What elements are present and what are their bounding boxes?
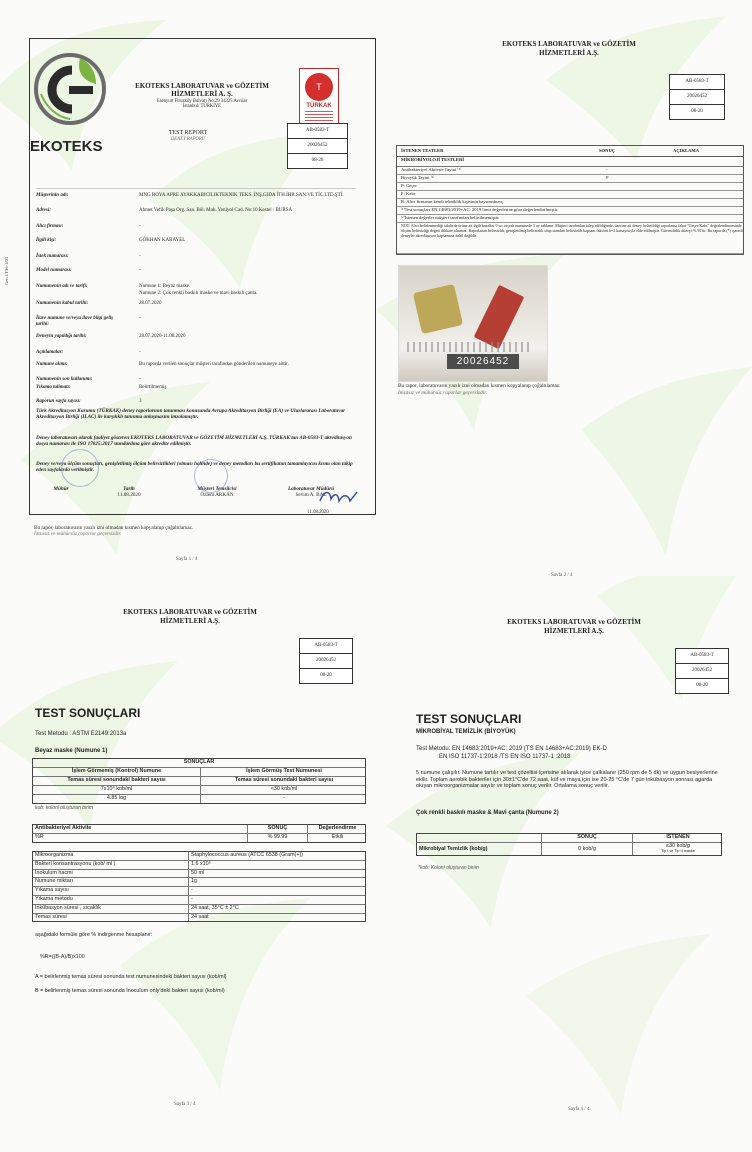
table-row: Antibakteriyel Aktivite Tayini ⁽¹⁾ - bbox=[397, 167, 743, 175]
table-row: R: Alıcı firmanın kendi tekniklik kişisinin bayrımsinerç. bbox=[397, 199, 743, 207]
formula-definition-a: A = belirlenmiş temas süresi sonunda test numunesindeki bakteri sayısı (kob/ml) bbox=[35, 974, 227, 980]
code-accreditation: AB-0583-T bbox=[288, 124, 347, 139]
report-title: TEST REPORT bbox=[168, 130, 208, 136]
code-report-no: 20026452 bbox=[676, 664, 728, 679]
table-row: Mikrobiyal Temizlik (kob/g) 0 kob/g ≤30 kob/g Tip I ve Tip II maske bbox=[417, 843, 721, 855]
code-date: 08-20 bbox=[320, 673, 332, 678]
table-section: MİKROBİYOLOJİ TESTLERİ bbox=[397, 157, 743, 167]
test-results-title: TEST SONUÇLARI bbox=[35, 706, 141, 720]
photo-label: 20026452 bbox=[447, 354, 519, 369]
code-accreditation: AB-0583-T bbox=[670, 75, 724, 90]
formula-title: aşağıdaki formüle göre % indirgenme hesaplanır: bbox=[35, 932, 153, 938]
accreditation-paragraph-3: Deney ve/veya ölçüm sonuçları, genişletilmiş ölçüm belirsizlikleri (olması halinde) ve deney metodları bu sertifikanın tamamlayıcısı kısmı olan takip eden sayfalarda verilmiştir. bbox=[36, 461, 353, 474]
test-method-line-2: EN ISO 11737-1:2018 /TS EN ISO 11737-1 :2018 bbox=[439, 754, 571, 760]
page-number: Sayfa 3 / 4 bbox=[174, 1102, 196, 1107]
condition-row: İnokulum hacmi 50 ml bbox=[33, 870, 365, 879]
turkak-badge bbox=[299, 68, 339, 128]
copy-note: Bu rapor, laboratuvarın yazılı izni olmadan kısmen kopyalanıp çoğaltılamaz. İmzasız ve mühürsüz raporlar geçersizdir. bbox=[34, 525, 194, 538]
report-page-3 bbox=[0, 576, 376, 1152]
signature-stamp-icon bbox=[194, 459, 228, 493]
table-row: P: Geçer bbox=[397, 183, 743, 191]
turkak-lines-icon bbox=[305, 111, 333, 123]
table-head: İSTENEN TESTLER SONUÇ AÇIKLAMA bbox=[397, 146, 743, 157]
turkak-mark-icon: T bbox=[305, 73, 333, 101]
turkak-label: TÜRKAK bbox=[306, 103, 332, 109]
accreditation-paragraph-2: Deney laboratuvarı olarak faaliyet gösteren EKOTEKS LABORATUVAR ve GÖZETİM HİZMETLERİ A.Ş. TÜRKAK'tan AB-0583-T akreditasyon dosya numarası ile ISO 17025:2017 standardına göre akredite edilmiştir. bbox=[36, 435, 352, 448]
page-2-copy-note: Bu rapor, laboratuvarın yazılı izni olmadan kısmen kopyalanıp çoğaltılamaz. İmzasız ve mühürsüz raporlar geçersizdir. bbox=[398, 383, 561, 396]
microbial-cleanliness-table bbox=[416, 833, 722, 856]
page-number: Sayfa 2 / 4 bbox=[551, 573, 573, 576]
code-accreditation: AB-0583-T bbox=[676, 649, 728, 664]
code-accreditation: AB-0583-T bbox=[300, 639, 352, 654]
report-page-2 bbox=[376, 0, 752, 576]
formula-definition-b: B = belirlenmiş temas süresi sonunda İnoculum only'deki bakteri sayısı (kob/ml) bbox=[35, 988, 225, 994]
page-number: Sayfa 4 / 4 bbox=[568, 1107, 590, 1112]
ruler-icon bbox=[407, 342, 533, 352]
code-report-no: 20026452 bbox=[670, 90, 724, 105]
page-3-header: EKOTEKS LABORATUVAR ve GÖZETİM HİZMETLERİ A.Ş. bbox=[123, 608, 257, 625]
table-row: F: Kalır bbox=[397, 191, 743, 199]
condition-row: Yıkama sayısı - bbox=[33, 887, 365, 896]
company-address: Esenyurt Firuzköy Bulvarı No:29 34325 Avcılar İstanbul/ TÜRKİYE bbox=[156, 99, 248, 110]
page-4-code-box bbox=[675, 648, 729, 694]
condition-row: Yıkama metodu - bbox=[33, 896, 365, 905]
requested-tests-table bbox=[396, 145, 744, 255]
report-page-1: Gen.f.T16-1/03 EKOTEKS EKOTEKS LABORATUVAR ve GÖZETİM HİZMETLERİ A. Ş. Esenyurt Firuzköy Bulvarı No:29 34325 Avcılar İstanbul/ TÜRKİYE TEST REPORT DENEY RAPORU T TÜRKAK AB-0583-T 20026452 08-20 Müşterinin adı: MNG BOYA APRE AYAKKABICILIKTEKNIK TEKS. İNŞ.GIDA İTH.İHR.SAN.VE TİC.LTD.ŞTİ. Adresi: Ahmet Vefik Paşa Org. San. Böl. Mah. Yeniyol Cad. No:10 Kestel / BURSA Alıcı firması: - İlgili kişi: GÖKHAN KARAYEL İstek numarası: - Model numarası: - Numunenin adı ve tarifi: Numune 1: Beyaz maske. Numune 2: Çok renkli baskılı maske ve mavi baskılı çanta. Numunenin kabul tarihi: 28.07.2020 İlave numune ve/veya ilave bilgi geliş tarihi: - Deneyin yapıldığı tarihi: 28.07.2020-11.08.2020 Açıklamalar: - Numune alımı: Bu raporda verilen sonuçlar müşteri tarafından gönderilen numuneye aittir. Numunenin son kullanımı: - Yıkama talimatı: Belirtilmemiş Raporun sayfa sayısı: 3 Türk Akreditasyon Kurumu (TÜRKAK) deney raporlarının tanınması konusunda Avrupa Akreditasyon Birliği (EA) ve Uluslararası Laboratuvar Akreditasyon Birliği (ILAC) ile karşılıklı tanınma anlaşmasını imzalamıştır. Deney laboratuvarı olarak faaliyet gösteren EKOTEKS LABORATUVAR ve GÖZETİM HİZMETLERİ A.Ş. TÜRKAK'tan AB-0583-T akreditasyon dosya numarası ile ISO 17025:2017 standardına göre akredite edilmiştir. Deney ve/veya ölçüm sonuçları, genişletilmiş ölçüm belirsizlikleri (olması halinde) ve deney metodları bu sertifikanın tamamlayıcısı kısmı olan takip eden sayfalarda verilmiştir. Mühür Tarih 11.08.2020 Müşteri Temsilcisi Özlem ARKAN Laboratuvar Müdürü Sevim A. BAZ 11.08.2020 Bu rapor, laboratuvarın yazılı izni olmadan kısmen kopyalanıp çoğaltılamaz. İmzasız ve mühürsüz raporlar geçersizdir. Sayfa 1 / 4 bbox=[0, 0, 376, 576]
results-columns: İşlem Görmemiş (Kontrol) Numune İşlem Görmüş Test Numunesi bbox=[33, 768, 365, 777]
page-1-code-box bbox=[287, 123, 348, 169]
round-stamp-icon bbox=[61, 449, 99, 487]
activity-header: Antibakteriyel Aktivite SONUÇ Değerlendirme bbox=[33, 825, 365, 834]
code-date: 08-20 bbox=[691, 109, 703, 114]
results-note: kob: koloni oluşturan birim bbox=[35, 805, 94, 811]
printed-bag-icon bbox=[474, 285, 525, 349]
test-results-title: TEST SONUÇLARI bbox=[416, 712, 522, 726]
table-row: ⁽¹⁾Test sonuçları EN 14683:2019+AC: 2019 limit değerlerine göre değerlendirilmiştir. bbox=[397, 207, 743, 215]
conditions-table bbox=[32, 851, 366, 922]
test-subtitle: MİKROBİYAL TEMİZLİK (BİYOYÜK) bbox=[416, 729, 516, 735]
company-name: EKOTEKS LABORATUVAR ve GÖZETİM HİZMETLERİ A. Ş. bbox=[135, 82, 269, 98]
sample-title: Çok renkli baskılı maske & Mavi çanta (Numune 2) bbox=[416, 810, 559, 816]
table-note: NOT: Alıcı belirlenmediği takdirde ürüne ait ilgili kurallar 9 sıc orçesk numunede 3 ay saklanır. Müşteri tarafından talep edildiğinde, üzerine ait deney belirtildiği raporlama fakat "Geçer/Kalır" değerlendirmesinde ölçüm belirsizliği değeri dikkate alınmaz. Raporlanan belirsizlik, genişletilmiş belirsizlik olup standart belirsizlik kapsam faktörü k=2 katsayısıyla elde edilmiştir. Güvenilirlik düzeyi % 95'tir. Bu raporda (*) işaretli deneyler akreditasyon kapsamına dahil değildir. bbox=[397, 223, 743, 254]
side-note: Gen.f.T16-1/03 bbox=[4, 257, 9, 285]
accreditation-paragraph-1: Türk Akreditasyon Kurumu (TÜRKAK) deney raporlarının tanınması konusunda Avrupa Akreditasyon Birliği (EA) ve Uluslararası Laboratuvar Akreditasyon Birliği (ILAC) ile karşılıklı tanınma anlaşmasını imzalamıştır. bbox=[36, 408, 346, 421]
signature-date: Tarih 11.08.2020 bbox=[117, 486, 141, 499]
activity-row: %R % 99.99 Etkili bbox=[33, 834, 365, 842]
condition-row: İnkübasyon süresi , sıcaklık 24 saat, 35°C ± 2°C bbox=[33, 905, 365, 914]
condition-row: Temas süresi 24 saat bbox=[33, 914, 365, 922]
page-2-code-box bbox=[669, 74, 725, 120]
page-number: Sayfa 1 / 4 bbox=[176, 557, 198, 562]
sample-photo bbox=[398, 265, 548, 382]
results-values-1: 7x10⁴ kob/ml <30 kob/ml bbox=[33, 786, 365, 795]
page-4-header: EKOTEKS LABORATUVAR ve GÖZETİM HİZMETLERİ A.Ş. bbox=[507, 618, 641, 635]
activity-table bbox=[32, 824, 366, 843]
report-page-4 bbox=[376, 576, 752, 1152]
code-date: 08-20 bbox=[696, 683, 708, 688]
code-report-no: 20026452 bbox=[300, 654, 352, 669]
report-subtitle: DENEY RAPORU bbox=[170, 137, 206, 142]
condition-row: Mikroorganizma Staphylococcus aureus (ATCC 6538 (Gram(+)) bbox=[33, 852, 365, 861]
test-description: 5 numune çalışılır. Numune tartılır ve test çözeltisi içerisine atılarak iyice çalkalanır (250 rpm de 5 dk) ve uygun besiyerlerine ekilir. Toplam aerobik bakteriler için 30±1°C'de 72 saat, küf ve maya için ise 20-25 °C'de 7 gün inkübasyon sonrası agarda oluşan mikroorganizmalar sayılır ve toplam sonuç verilir. Ortalama sonuç verilir. bbox=[416, 770, 718, 789]
results-table bbox=[32, 758, 366, 804]
formula: %R=((B-A)/B)x100 bbox=[40, 954, 85, 960]
results-note: *kob: Koloni oluşturan birim bbox=[418, 865, 479, 871]
page-2-header: EKOTEKS LABORATUVAR ve GÖZETİM HİZMETLERİ A.Ş. bbox=[502, 40, 636, 57]
signature-date-note: 11.08.2020 bbox=[307, 510, 329, 515]
sample-title: Beyaz maske (Numune 1) bbox=[35, 748, 108, 754]
test-method-line-1: Test Metodu: EN 14683:2019+AC: 2019 (TS EN 14683+AC:2019) EK-D bbox=[416, 746, 607, 752]
code-report-no: 20026452 bbox=[288, 139, 347, 154]
white-mask-icon bbox=[413, 284, 463, 334]
signature-manager: Laboratuvar Müdürü Sevim A. BAZ bbox=[288, 486, 334, 499]
test-method: Test Metodu : ASTM E2149:2013a bbox=[35, 731, 127, 737]
ekoteks-logo-icon bbox=[28, 46, 116, 166]
signature-rep: Müşteri Temsilcisi Özlem ARKAN bbox=[197, 486, 237, 499]
signature-seal: Mühür bbox=[53, 486, 69, 492]
signature-mark-icon bbox=[317, 485, 359, 509]
logo-text: EKOTEKS bbox=[30, 138, 103, 155]
results-values-2: 4.85 log - bbox=[33, 795, 365, 803]
condition-row: Numune miktarı 1g bbox=[33, 878, 365, 887]
company-logo bbox=[28, 46, 116, 166]
table-head: SONUÇ İSTENEN bbox=[417, 834, 721, 843]
page-3-code-box bbox=[299, 638, 353, 684]
results-subheader: Temas süresi sonundaki bakteri sayısı Temas süresi sonundaki bakteri sayısı bbox=[33, 777, 365, 786]
table-row: Biyoyük Tayini ⁽¹⁾ P bbox=[397, 175, 743, 183]
code-date: 08-20 bbox=[311, 158, 324, 163]
results-header: SONUÇLAR bbox=[33, 759, 365, 768]
table-row: ⁽²⁾İstenen değerler müşteri tarafından belirtilmemiştir. bbox=[397, 215, 743, 223]
condition-row: Bakteri konsantrasyonu (kob/ ml ) 1.6 x10⁵ bbox=[33, 861, 365, 870]
